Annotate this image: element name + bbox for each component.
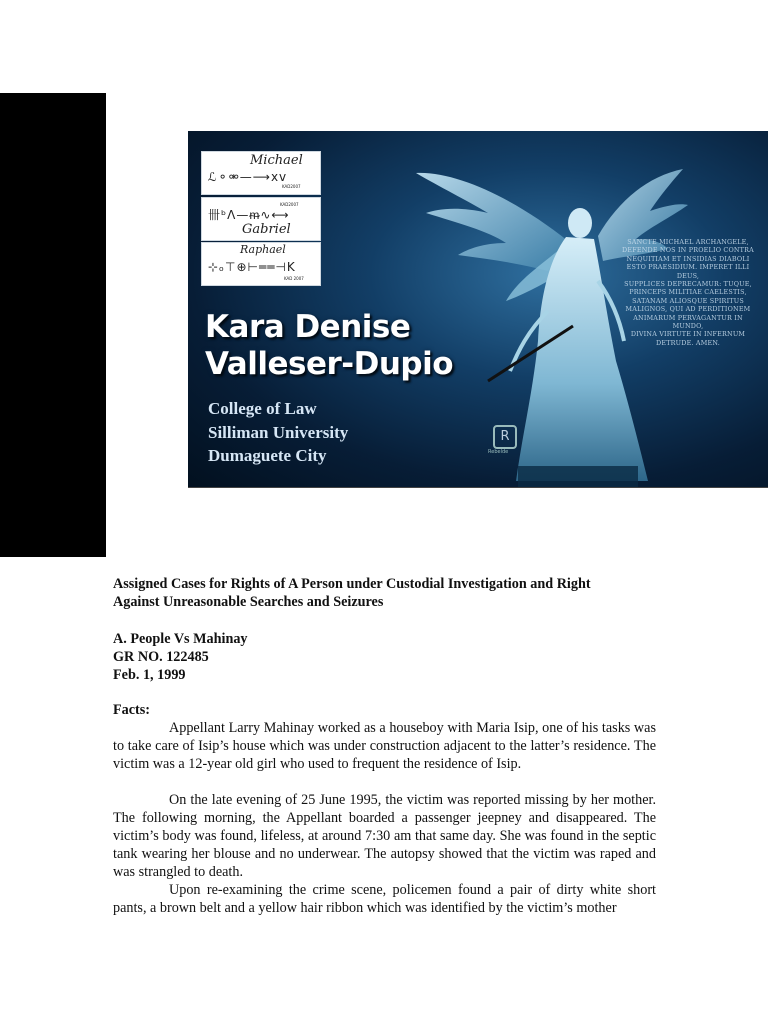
latin-line: NEQUITIAM ET INSIDIAS DIABOLI [626,254,750,263]
case-date: Feb. 1, 1999 [113,667,186,683]
case-header [113,630,656,684]
latin-line: ANIMARUM PERVAGANTUR IN MUNDO, [633,313,743,331]
raphael-signature-box [201,242,321,286]
facts-paragraph [113,791,656,881]
latin-line: ESTO PRAESIDIUM. IMPERET ILLI DEUS, [626,263,750,280]
paragraph-text: Upon re-examining the crime scene, policemen found a pair of dirty white short pants, a brown belt and a yellow hair ribbon which was identified by the victim’s mother [113,882,656,916]
signature-code: KAD2007 [282,184,301,189]
latin-line: MALIGNOS, QUI AD PERDITIONEM [625,305,751,314]
title-line-2: Against Unreasonable Searches and Seizures [113,594,384,610]
signature-code: KAD 2007 [284,276,304,281]
signature-name: Raphael [240,243,286,256]
sigil-glyphs: ℒ⚬⚮—⟶xv [208,170,288,184]
latin-line: SUPPLICES DEPRECAMUR: TUQUE, [624,280,752,289]
header-banner-image [188,131,768,488]
name-line-2: Valleser-Dupio [205,346,454,382]
sigil-glyphs: ⊹ₒ⊤⊕⊢══⊣K [208,260,296,274]
signature-code: KAD2007 [280,202,299,207]
facts-paragraph [113,719,656,773]
university-line: Silliman University [208,422,349,442]
latin-line: DIVINA VIRTUTE IN INFERNUM [630,330,746,339]
signature-name: Michael [250,153,303,168]
paragraph-text: Appellant Larry Mahinay worked as a houseboy with Maria Isip, one of his tasks was to take care of Isip’s house which was under construction adjacent to the latter’s residence. The victim was a 12-year old girl who used to frequent the residence of Isip. [113,720,656,772]
case-title: A. People Vs Mahinay [113,631,248,647]
sigil-glyphs: 卌ᵇᐱ—ᵯ∿⟷ [208,208,290,222]
michael-signature-box [201,151,321,195]
latin-line: PRINCEPS MILITIAE CAELESTIS, [629,288,747,297]
latin-prayer-text [618,238,758,347]
facts-heading: Facts: [113,702,151,718]
document-title [113,575,656,611]
black-side-bar [0,93,106,557]
paragraph-text: On the late evening of 25 June 1995, the victim was reported missing by her mother. The following morning, the Appellant boarded a passenger jeepney and disappeared. The victim’s body was found, lifeless, at around 7:30 am that same day. She was found in the septic tank wearing her blouse and no underwear. The autopsy showed that the victim was raped and was strangled to death. [113,792,656,880]
latin-line: DEFENDE NOS IN PROELIO CONTRA [622,246,754,255]
gr-number: GR NO. 122485 [113,649,209,665]
r-logo-icon: R [493,425,517,449]
name-line-1: Kara Denise [205,309,411,345]
gabriel-signature-box [201,197,321,241]
latin-line: SANCTE MICHAEL ARCHANGELE, [627,238,749,246]
college-line: College of Law [208,399,317,418]
city-line: Dumaguete City [208,446,327,465]
banner-author-name [205,309,453,383]
signature-name: Gabriel [242,222,291,237]
logo-caption: Rebelde [488,449,509,455]
banner-affiliation [208,397,348,468]
latin-line: DETRUDE. AMEN. [656,338,720,347]
facts-paragraph [113,881,656,917]
title-line-1: Assigned Cases for Rights of A Person under Custodial Investigation and Right [113,576,591,592]
latin-line: SATANAM ALIOSQUE SPIRITUS [632,296,744,305]
